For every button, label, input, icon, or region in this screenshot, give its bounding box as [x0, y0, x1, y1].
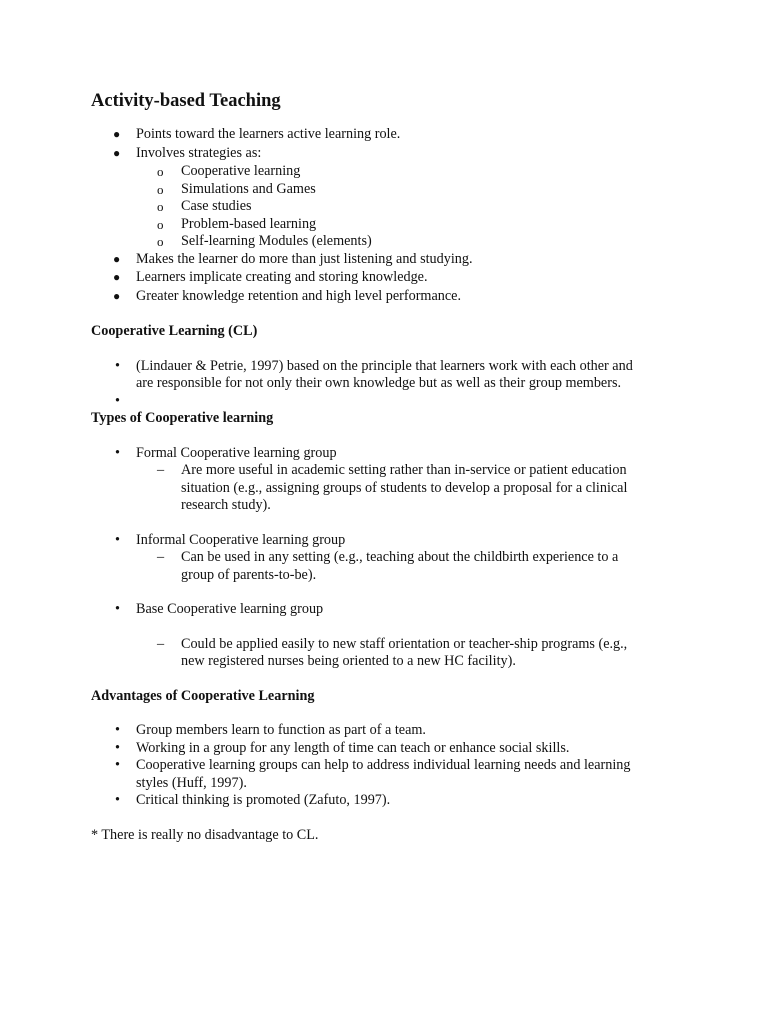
circle-bullet-icon: o [157, 199, 164, 214]
type-description: – Can be used in any setting (e.g., teaching about the childbirth experience to a [157, 549, 619, 565]
section-heading-advantages: Advantages of Cooperative Learning [91, 687, 315, 704]
advantages-list [91, 722, 691, 810]
list-item: ● Learners implicate creating and storing knowledge. [113, 269, 428, 285]
type-label: Informal Cooperative learning group [136, 531, 346, 548]
cl-list [91, 358, 691, 411]
list-item: • Critical thinking is promoted (Zafuto, 1997). [115, 792, 391, 808]
bullet-icon: ● [113, 270, 121, 284]
list-item-continuation: are responsible for not only their own knowledge but as well as their group members. [136, 375, 622, 391]
section-heading-types: Types of Cooperative learning [91, 410, 274, 426]
circle-bullet-icon: o [157, 164, 164, 179]
list-item: ● Greater knowledge retention and high level performance. [113, 287, 461, 304]
circle-bullet-icon: o [157, 181, 164, 197]
empty-list-item [91, 393, 691, 411]
list-item: ● Makes the learner do more than just listening and studying. [113, 250, 473, 267]
bullet-icon: • [115, 531, 120, 548]
intro-list [91, 126, 691, 162]
more-list [91, 251, 691, 306]
bullet-icon: ● [113, 127, 121, 141]
bullet-icon: • [115, 722, 120, 738]
list-item: • Group members learn to function as part of a team. [115, 722, 426, 738]
type2-item [91, 532, 691, 550]
strategy-item: o Case studies [157, 198, 252, 214]
list-item: ● Points toward the learners active learning role. [113, 126, 401, 142]
document-page: Activity-based Teaching ● Points toward the learners active learning role. ● Involves strategies as: o Cooperative learning o Simulations and Games o Case studies o Problem-based learning o Self-learning Modules (elements) ● Makes the learner do more than just listening and studying. ● Learners implicate creating and storing knowledge. ● Greater knowledge retention and high level performance. Cooperative Learning (CL) • (Lindauer & Petrie, 1997) based on the principle that learners work with each other and are responsible for not only their own knowledge but as well as their group members. • Types of Cooperative learning • Formal Cooperative learning group – Are more useful in academic setting rather than in-service or patient education situation (e.g., assigning groups of students to develop a proposal for a clinical research study). • Informal Cooperative learning group – Can be used in any setting (e.g., teaching about the childbirth experience to a group of parents-to-be). • Base Cooperative learning group – Could be applied easily to new staff orientation or teacher-ship programs (e.g., new registered nurses being oriented to a new HC facility). Advantages of Cooperative Learning • Group members learn to function as part of a team. • Working in a group for any length of time can teach or enhance social skills. • Cooperative learning groups can help to address individual learning needs and learning styles (Huff, 1997). • Critical thinking is promoted (Zafuto, 1997). * There is really no disadvantage to CL. [91, 90, 691, 844]
footnote: * There is really no disadvantage to CL. [91, 826, 319, 843]
strategy-item: o Cooperative learning [157, 163, 301, 179]
strategies-list [91, 163, 691, 251]
type-label: Formal Cooperative learning group [136, 444, 337, 461]
dash-icon: – [157, 549, 165, 565]
bullet-icon: • [115, 739, 120, 756]
bullet-icon: ● [113, 288, 121, 303]
circle-bullet-icon: o [157, 216, 164, 232]
bullet-icon: • [115, 792, 120, 808]
type1-item [91, 445, 691, 463]
strategy-item: o Problem-based learning [157, 215, 317, 232]
bullet-icon: ● [113, 251, 121, 266]
section-heading-cl: Cooperative Learning (CL) [91, 323, 258, 339]
strategy-item: o Simulations and Games [157, 180, 316, 197]
bullet-icon: • [115, 601, 120, 617]
list-item-continuation: styles (Huff, 1997). [136, 774, 247, 791]
bullet-icon: • [115, 757, 120, 773]
type-label: Base Cooperative learning group [136, 601, 324, 617]
circle-bullet-icon: o [157, 234, 164, 249]
list-item: • (Lindauer & Petrie, 1997) based on the principle that learners work with each other and [115, 357, 633, 374]
dash-icon: – [157, 635, 165, 652]
page-title: Activity-based Teaching [91, 91, 281, 111]
type3-item [91, 601, 691, 619]
bullet-icon: • [115, 357, 120, 374]
bullet-icon: • [115, 444, 120, 461]
type-description: – Could be applied easily to new staff orientation or teacher-ship programs (e.g., [157, 635, 628, 652]
list-item: ● Involves strategies as: [113, 144, 262, 161]
list-item: • Working in a group for any length of time can teach or enhance social skills. [115, 739, 570, 756]
strategy-item: o Self-learning Modules (elements) [157, 233, 372, 249]
bullet-icon: • [115, 392, 120, 409]
dash-icon: – [157, 462, 165, 478]
bullet-icon: ● [113, 145, 121, 160]
list-item: • Cooperative learning groups can help to address individual learning needs and learning [115, 757, 631, 773]
type-description: – Are more useful in academic setting rather than in-service or patient education [157, 462, 627, 478]
